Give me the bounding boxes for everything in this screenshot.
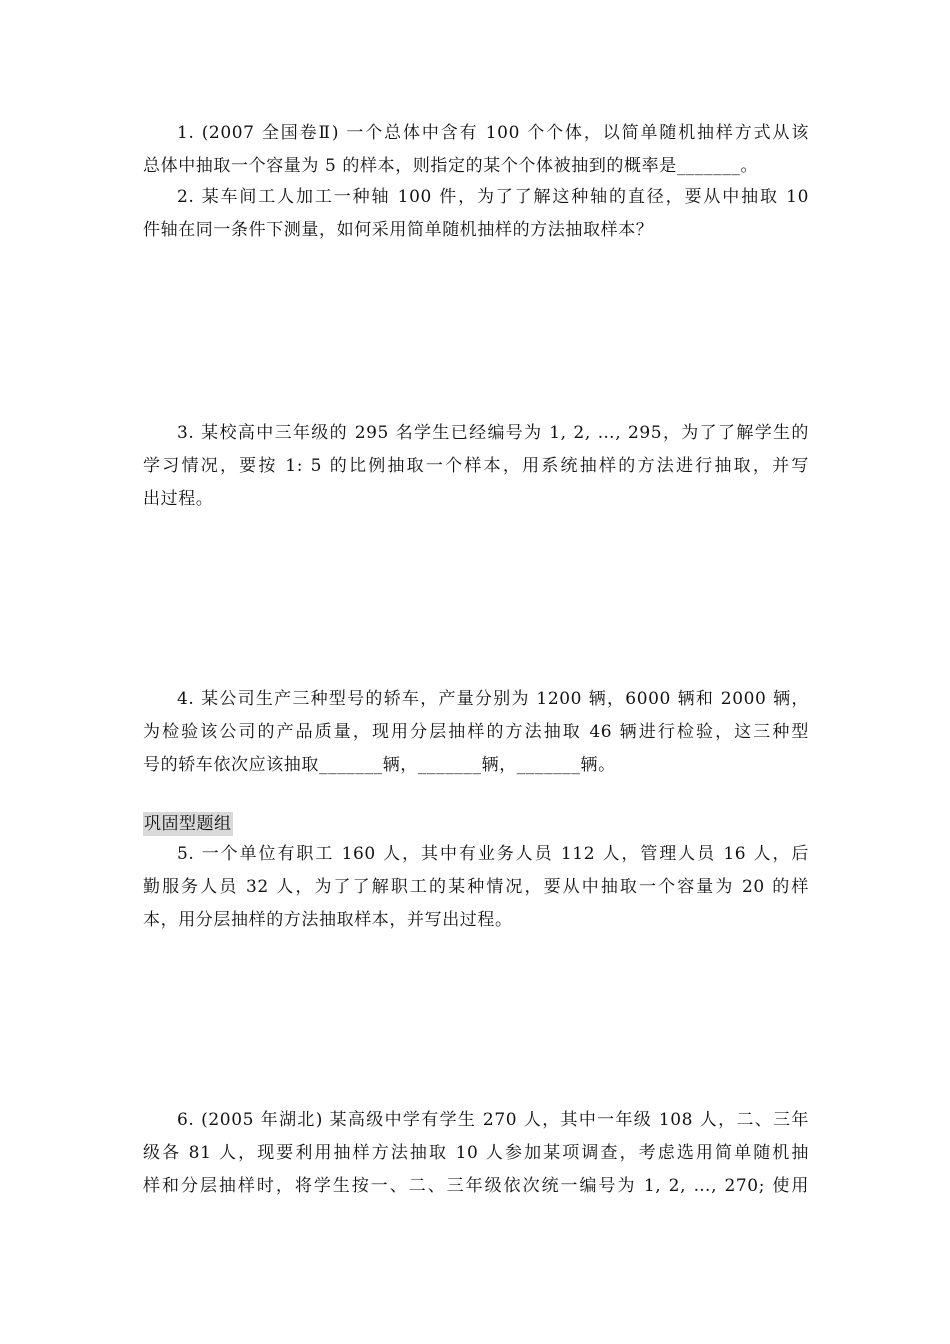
question-5 bbox=[143, 838, 809, 937]
question-1 bbox=[143, 117, 809, 183]
question-4-line-1: 4. 某公司生产三种型号的轿车，产量分别为 1200 辆，6000 辆和 2000 辆， bbox=[177, 689, 809, 709]
question-2 bbox=[143, 181, 809, 247]
question-5-line-3: 本，用分层抽样的方法抽取样本，并写出过程。 bbox=[143, 910, 513, 930]
question-1-line-1: 1. (2007 全国卷Ⅱ) 一个总体中含有 100 个个体，以简单随机抽样方式从该 bbox=[177, 123, 809, 143]
question-6-line-1: 6. (2005 年湖北) 某高级中学有学生 270 人，其中一年级 108 人，二、三年 bbox=[177, 1110, 809, 1130]
question-3-line-3: 出过程。 bbox=[143, 489, 214, 509]
question-2-line-2: 件轴在同一条件下测量，如何采用简单随机抽样的方法抽取样本？ bbox=[143, 220, 654, 240]
question-6-line-3: 样和分层抽样时，将学生按一、二、三年级依次统一编号为 1, 2, …, 270; 使用 bbox=[143, 1176, 809, 1196]
question-5-line-2: 勤服务人员 32 人，为了了解职工的某种情况，要从中抽取一个容量为 20 的样 bbox=[143, 877, 809, 897]
question-2-line-1: 2. 某车间工人加工一种轴 100 件，为了了解这种轴的直径，要从中抽取 10 bbox=[177, 187, 809, 207]
question-6 bbox=[143, 1104, 809, 1203]
question-6-line-2: 级各 81 人，现要利用抽样方法抽取 10 人参加某项调查，考虑选用简单随机抽 bbox=[143, 1143, 809, 1163]
question-1-line-2: 总体中抽取一个容量为 5 的样本，则指定的某个个体被抽到的概率是_______。 bbox=[143, 156, 759, 176]
section-heading: 巩固型题组 bbox=[144, 814, 232, 834]
question-5-line-1: 5. 一个单位有职工 160 人，其中有业务人员 112 人，管理人员 16 人，后 bbox=[177, 844, 809, 864]
question-4 bbox=[143, 683, 809, 782]
question-3 bbox=[143, 417, 809, 516]
question-4-line-3: 号的轿车依次应该抽取_______辆，_______辆，_______辆。 bbox=[143, 755, 616, 775]
question-3-line-1: 3. 某校高中三年级的 295 名学生已经编号为 1, 2, …, 295，为了了解学生的 bbox=[177, 423, 809, 443]
question-3-line-2: 学习情况，要按 1: 5 的比例抽取一个样本，用系统抽样的方法进行抽取，并写 bbox=[143, 456, 809, 476]
question-4-line-2: 为检验该公司的产品质量，现用分层抽样的方法抽取 46 辆进行检验，这三种型 bbox=[143, 722, 809, 742]
